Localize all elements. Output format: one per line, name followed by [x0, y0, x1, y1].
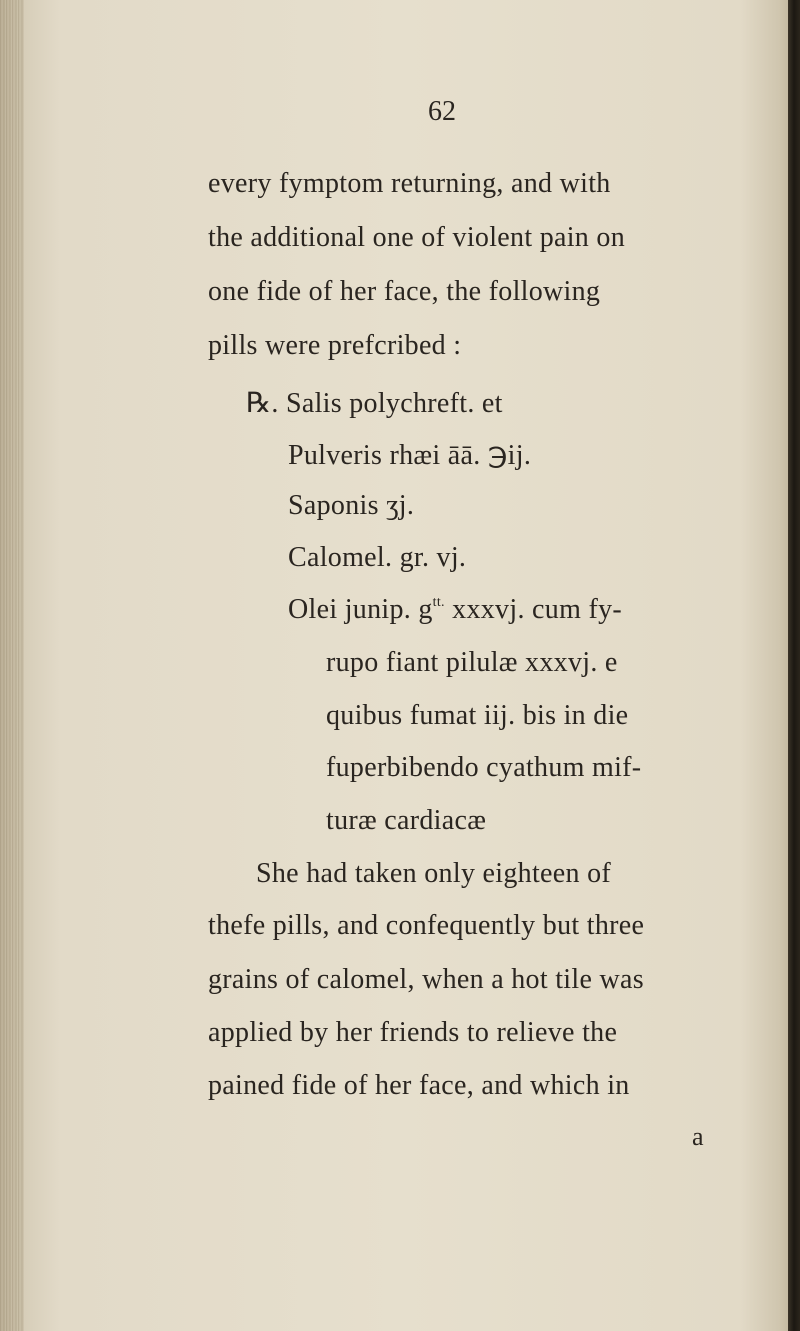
- text-line: one fide of her face, the following: [208, 276, 601, 307]
- text-line: pills were prefcribed :: [208, 330, 462, 361]
- prescription-line: fuperbibendo cyathum mif-: [326, 752, 642, 783]
- text-line: the additional one of violent pain on: [208, 222, 626, 253]
- prescription-line: Pulveris rhæi āā. ℈ij.: [288, 440, 532, 471]
- text-line: grains of calomel, when a hot tile was: [208, 964, 644, 995]
- catchword: a: [692, 1122, 704, 1151]
- text-line: every fymptom returning, and with: [208, 168, 611, 199]
- prescription-line: turæ cardiacæ: [326, 805, 487, 836]
- prescription-line: quibus fumat iij. bis in die: [326, 700, 629, 731]
- page-gutter: [0, 0, 24, 1331]
- prescription-line: ℞. Salis polychreft. et: [246, 388, 503, 419]
- page-edge: [788, 0, 800, 1331]
- text-line: applied by her friends to relieve the: [208, 1017, 618, 1048]
- superscript: tt.: [432, 595, 445, 610]
- prescription-line: rupo fiant pilulæ xxxvj. e: [326, 647, 618, 678]
- text-line: thefe pills, and confequently but three: [208, 910, 645, 941]
- text-line: pained fide of her face, and which in: [208, 1070, 630, 1101]
- page-number: 62: [428, 96, 456, 127]
- prescription-line: Olei junip. $g^{tt.}$ xxxvj. cum fy-: [288, 594, 622, 625]
- text-line: She had taken only eighteen of: [256, 858, 612, 889]
- prescription-line: Calomel. gr. vj.: [288, 542, 467, 573]
- prescription-line: Saponis ʒj.: [288, 490, 415, 521]
